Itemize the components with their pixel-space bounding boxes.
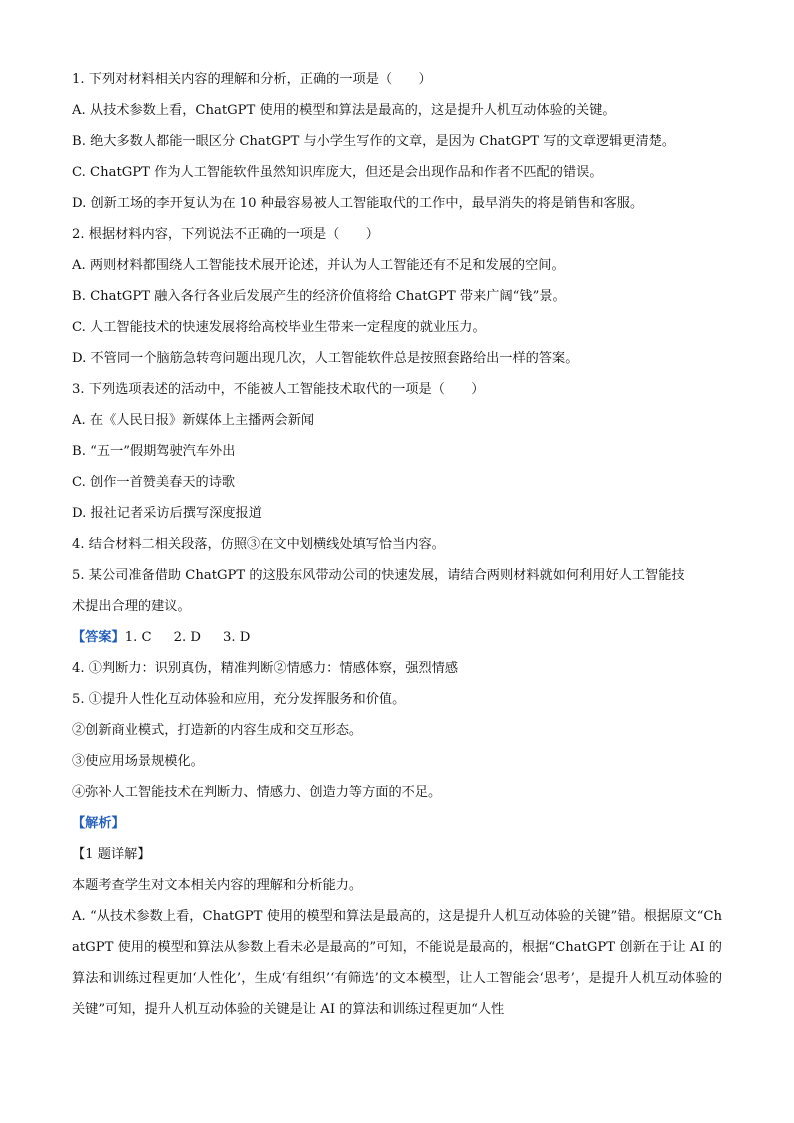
question-5-stem-line-1: 5. 某公司准备借助 ChatGPT 的这股东风带动公司的快速发展，请结合两则材料就如何利用好人工智能技 xyxy=(72,568,685,583)
answer-4: 4. ①判断力：识别真伪，精准判断②情感力：情感体察，强烈情感 xyxy=(72,661,459,676)
answer-3: 3. D xyxy=(222,630,251,645)
question-4-stem: 4. 结合材料二相关段落，仿照③在文中划横线处填写恰当内容。 xyxy=(72,537,445,552)
answer-2: 2. D xyxy=(173,630,201,645)
question-1-option-d: D. 创新工场的李开复认为在 10 种最容易被人工智能取代的工作中，最早消失的将是销售和客服。 xyxy=(72,196,644,211)
answer-5-point-1: 5. ①提升人性化互动体验和应用，充分发挥服务和价值。 xyxy=(72,692,406,707)
question-3-option-c: C. 创作一首赞美春天的诗歌 xyxy=(72,475,236,490)
question-3-option-b: B. “五一”假期驾驶汽车外出 xyxy=(72,444,236,459)
detail-title: 【1 题详解】 xyxy=(72,847,151,862)
question-1-option-b: B. 绝大多数人都能一眼区分 ChatGPT 与小学生写作的文章，是因为 ChatGPT 写的文章逻辑更清楚。 xyxy=(72,134,676,149)
question-1-option-c: C. ChatGPT 作为人工智能软件虽然知识库庞大，但还是会出现作品和作者不匹配的错误。 xyxy=(72,165,603,180)
question-2-option-b: B. ChatGPT 融入各行各业后发展产生的经济价值将给 ChatGPT 带来广阔“钱”景。 xyxy=(72,289,566,304)
question-3-option-a: A. 在《人民日报》新媒体上主播两会新闻 xyxy=(72,413,315,428)
analysis-intro: 本题考查学生对文本相关内容的理解和分析能力。 xyxy=(72,878,363,893)
question-1-option-a: A. 从技术参数上看，ChatGPT 使用的模型和算法是最高的，这是提升人机互动体验的关键。 xyxy=(72,103,616,118)
answer-5-point-3: ③使应用场景规模化。 xyxy=(72,754,204,769)
answer-5-point-2: ②创新商业模式，打造新的内容生成和交互形态。 xyxy=(72,723,363,738)
question-2-option-a: A. 两则材料都围绕人工智能技术展开论述，并认为人工智能还有不足和发展的空间。 xyxy=(72,258,565,273)
question-3-option-d: D. 报社记者采访后撰写深度报道 xyxy=(72,506,262,521)
answer-1: 1. C xyxy=(124,630,152,645)
answer-tag: 【答案】 xyxy=(72,630,125,645)
question-3-stem: 3. 下列选项表述的活动中，不能被人工智能技术取代的一项是（ ） xyxy=(72,382,485,397)
analysis-tag: 【解析】 xyxy=(72,816,125,831)
question-5-stem-line-2: 术提出合理的建议。 xyxy=(72,599,191,614)
answer-5-point-4: ④弥补人工智能技术在判断力、情感力、创造力等方面的不足。 xyxy=(72,785,442,800)
analysis-paragraph: A. “从技术参数上看，ChatGPT 使用的模型和算法是最高的，这是提升人机互动体验的关键”错。根据原文“ChatGPT 使用的模型和算法从参数上看未必是最高的”可知，不能说是最高的，根据“ChatGPT 创新在于让 AI 的算法和训练过程更加‘人性化’，生成‘有组织’‘有筛选’的文本模型，让人工智能会‘思考’，是提升人机互动体验的关键”可知，提升人机互动体验的关键是让 AI 的算法和训练过程更加“人性 xyxy=(72,909,722,1017)
question-2-option-d: D. 不管同一个脑筋急转弯问题出现几次，人工智能软件总是按照套路给出一样的答案。 xyxy=(72,351,579,366)
analysis-heading xyxy=(72,808,722,839)
question-1-stem: 1. 下列对材料相关内容的理解和分析，正确的一项是（ ） xyxy=(72,72,432,87)
answer-summary xyxy=(72,622,722,653)
document-page xyxy=(72,64,722,1025)
question-2-option-c: C. 人工智能技术的快速发展将给高校毕业生带来一定程度的就业压力。 xyxy=(72,320,486,335)
question-2-stem: 2. 根据材料内容，下列说法不正确的一项是（ ） xyxy=(72,227,379,242)
